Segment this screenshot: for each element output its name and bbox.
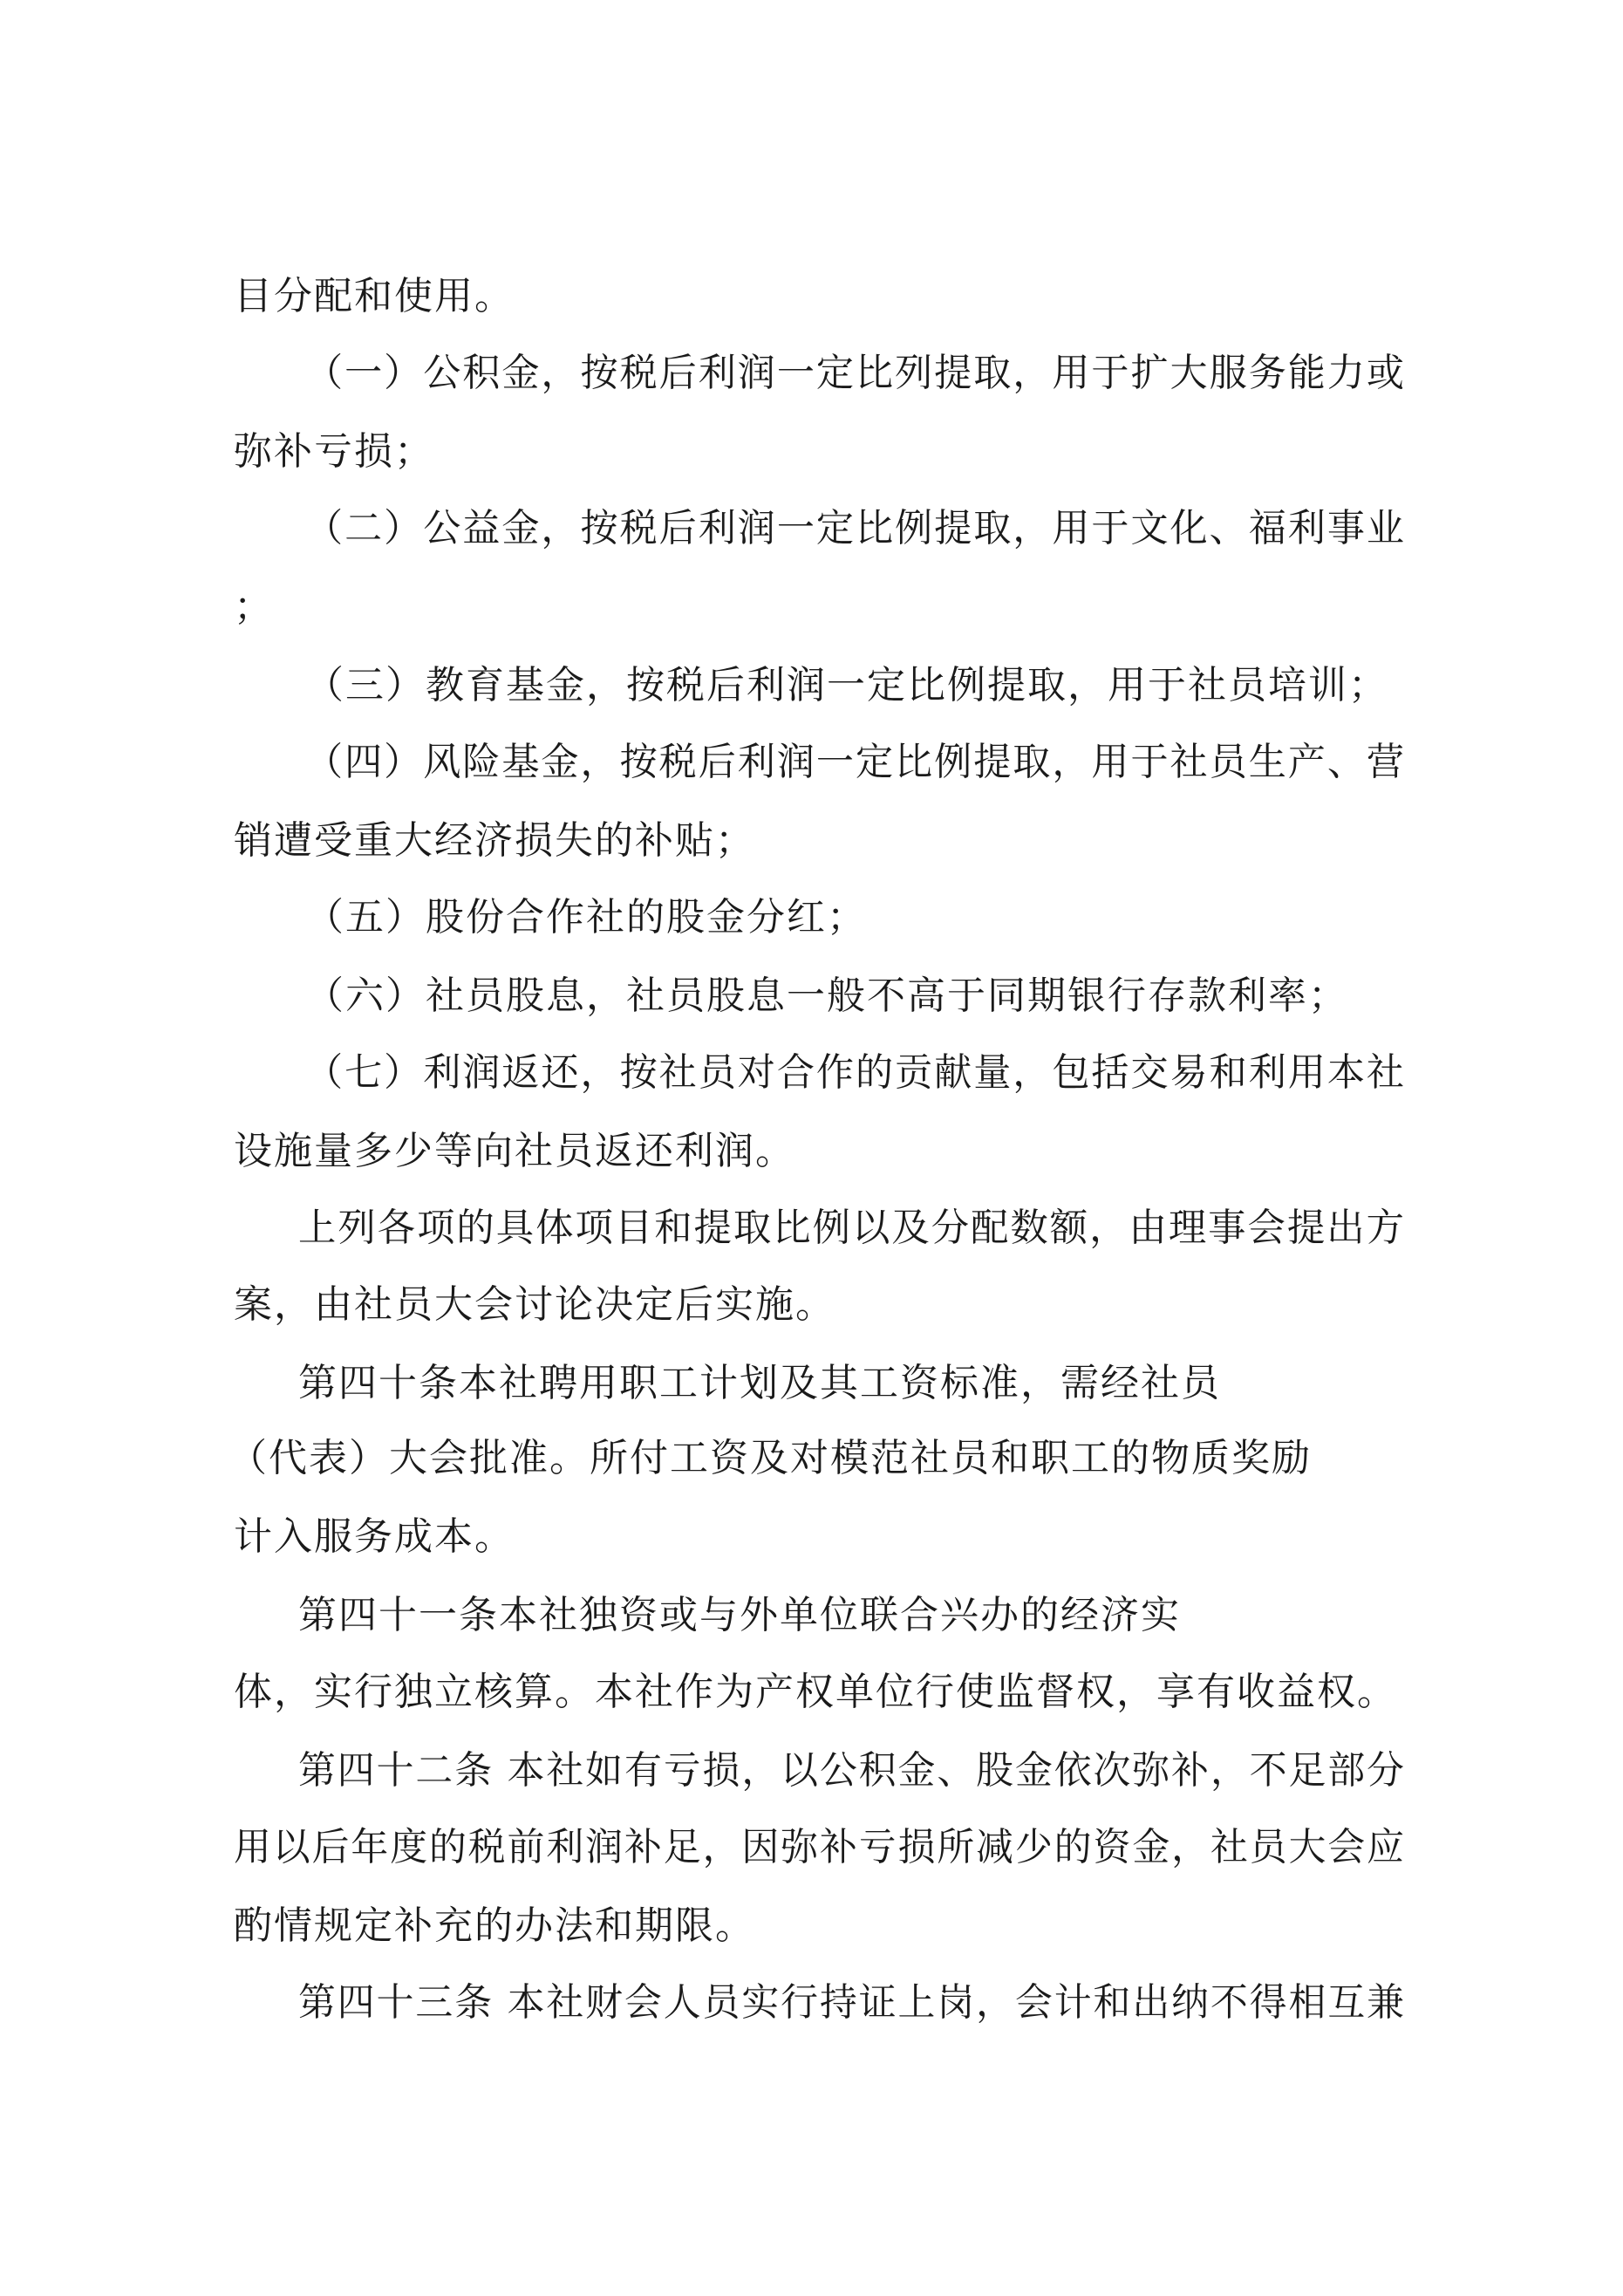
text-line: 案，由社员大会讨论决定后实施。 — [234, 1282, 835, 1327]
text-line: 销遭受重大经济损失的补贴； — [234, 818, 755, 863]
text-line: 上列各项的具体项目和提取比例以及分配数额，由理事会提出方 — [298, 1206, 1406, 1250]
text-line: （五）股份合作社的股金分红； — [305, 895, 867, 940]
text-line: 第四十一条本社独资或与外单位联合兴办的经济实 — [298, 1593, 1181, 1637]
text-line: （七）利润返还，按社员对合作的贡献量，包括交易和利用本社 — [305, 1050, 1406, 1095]
text-line: （代表）大会批准。所付工资及对模范社员和职工的物质奖励 — [228, 1436, 1312, 1480]
text-line: 体，实行独立核算。本社作为产权单位行使监督权，享有收益权。 — [234, 1670, 1397, 1714]
text-line: 第四十条本社聘用职工计划及其工资标准，需经社员 — [298, 1361, 1221, 1405]
text-line: 目分配和使用。 — [234, 274, 515, 318]
text-line: 用以后年度的税前利润补足，因弥补亏损所减少的资金，社员大会应 — [234, 1825, 1406, 1869]
text-line: 设施量多少等向社员返还利润。 — [234, 1129, 795, 1173]
text-line: 第四十二条 本社如有亏损，以公积金、股金依次弥补，不足部分 — [298, 1748, 1406, 1793]
text-line: （四）风险基金，按税后利润一定比例提取，用于社员生产、营 — [305, 740, 1406, 784]
text-line: （六）社员股息，社员股息一般不高于同期银行存款利率； — [305, 974, 1348, 1018]
text-line: ； — [234, 584, 274, 629]
text-line: （三）教育基金，按税后利润一定比例提取，用于社员培训； — [305, 663, 1388, 707]
text-line: （二）公益金，按税后利润一定比例提取，用于文化、福利事业 — [305, 506, 1406, 550]
text-line: 计入服务成本。 — [234, 1514, 515, 1559]
text-line: 第四十三条 本社财会人员实行持证上岗，会计和出纳不得相互兼 — [298, 1980, 1406, 2025]
text-line: 酌情规定补充的办法和期限。 — [234, 1903, 755, 1948]
text-line: （一）公积金，按税后利润一定比列提取，用于扩大服务能力或 — [305, 351, 1406, 395]
text-line: 弥补亏损； — [234, 429, 434, 474]
